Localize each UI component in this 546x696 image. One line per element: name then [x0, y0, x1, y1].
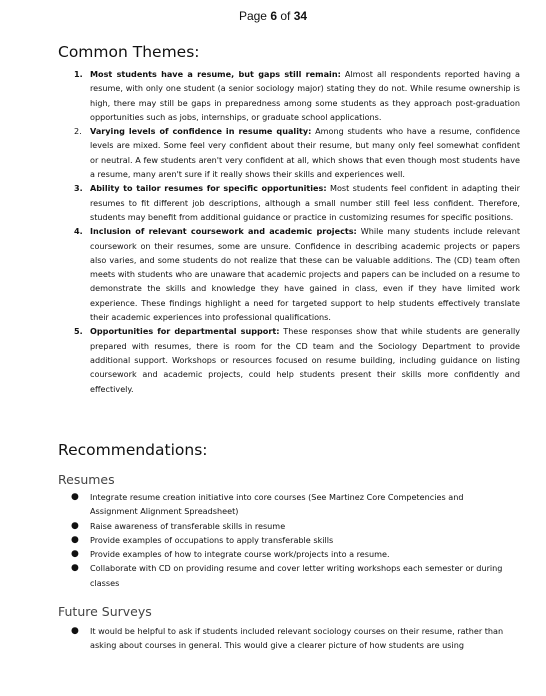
bullet-item	[71, 519, 510, 533]
theme-title: Inclusion of relevant coursework and academic projects:	[90, 226, 357, 237]
theme-item	[74, 124, 520, 181]
resumes-subheading: Resumes	[58, 472, 115, 487]
bullet-item	[71, 561, 510, 590]
bullet-icon: ●	[71, 534, 79, 545]
theme-item	[74, 224, 520, 324]
theme-text: While many students include relevant coursework on their resumes, some are unsure. Confidence in describing academic projects or papers also varies, and some students do not realize that these can be valuable additions. The (CD) team often meets with students who are unaware that academic projects and papers can be included on a resume to demonstrate the skills and knowledge they have gained in class, even if they have limited work experience. These findings highlight a need for targeted support to help students effectively translate their academic experiences into professional qualifications.	[90, 226, 520, 323]
resumes-bullet-list	[58, 490, 510, 590]
theme-title: Most students have a resume, but gaps still remain:	[90, 69, 341, 79]
common-themes-heading: Common Themes:	[58, 43, 200, 61]
theme-text: Most students feel confident in adapting their resumes to fit different job descriptions, although a small number still feel less confident. Therefore, students may benefit from additional guidance or practice in customizing resumes for specific positions.	[90, 183, 520, 222]
future-surveys-subheading: Future Surveys	[58, 604, 152, 619]
bullet-text: Provide examples of occupations to apply transferable skills	[90, 534, 334, 545]
bullet-icon: ●	[71, 549, 79, 560]
theme-text: These responses show that while students are generally prepared with resumes, there is room for the CD team and the Sociology Department to provide additional support. Workshops or resources focused on resume building, including guidance on listing coursework and academic projects, could help students present their skills more confidently and effectively.	[90, 326, 520, 394]
theme-text: Almost all respondents reported having a resume, with only one student (a senior sociology major) stating they do not. While resume ownership is high, there may still be gaps in preparedness among some students as they approach post-graduation opportunities such as jobs, internships, or graduate school applications.	[90, 69, 521, 122]
bullet-icon: ●	[71, 492, 79, 502]
bullet-icon: ●	[71, 626, 79, 636]
common-themes-list	[58, 67, 520, 396]
theme-text: Among students who have a resume, confidence levels are mixed. Some feel very confident about their resume, but many only feel somewhat confident or neutral. A few students aren't very confident at all, which shows that even though most students have a resume, many aren't sure if it really shows their skills and experiences well.	[90, 126, 520, 180]
page-label: Page	[238, 9, 271, 23]
theme-number: 5.	[74, 326, 83, 337]
theme-number: 1.	[74, 69, 83, 79]
future-surveys-bullet-list	[58, 624, 510, 653]
page-number-header	[0, 9, 546, 23]
theme-number: 3.	[74, 183, 83, 194]
bullet-text: It would be helpful to ask if students included relevant sociology courses on their resume, rather than asking about courses in general. This would give a clearer picture of how students are using	[90, 626, 504, 651]
theme-item	[74, 67, 521, 124]
bullet-item	[71, 547, 510, 561]
bullet-text: Integrate resume creation initiative into core courses (See Martinez Core Competencies and Assignment Alignment Spreadsheet)	[90, 492, 464, 517]
page-of-label: of	[277, 9, 294, 23]
bullet-text: Raise awareness of transferable skills in resume	[90, 520, 286, 531]
bullet-item	[71, 490, 510, 519]
current-page-number: 6	[270, 9, 277, 23]
total-pages-number: 34	[293, 9, 308, 23]
theme-title: Ability to tailor resumes for specific opportunities:	[90, 183, 327, 194]
bullet-icon: ●	[71, 520, 79, 531]
recommendations-heading: Recommendations:	[58, 441, 208, 459]
theme-item	[74, 181, 520, 224]
bullet-icon: ●	[71, 563, 79, 574]
theme-title: Varying levels of confidence in resume quality:	[90, 126, 312, 137]
theme-item	[74, 324, 520, 395]
bullet-text: Provide examples of how to integrate course work/projects into a resume.	[90, 549, 390, 560]
theme-title: Opportunities for departmental support:	[90, 326, 280, 337]
bullet-item	[71, 533, 510, 547]
theme-number: 2.	[74, 126, 82, 137]
bullet-text: Collaborate with CD on providing resume and cover letter writing workshops each semester or during classes	[90, 563, 503, 588]
theme-number: 4.	[74, 226, 83, 237]
bullet-item	[71, 624, 510, 653]
